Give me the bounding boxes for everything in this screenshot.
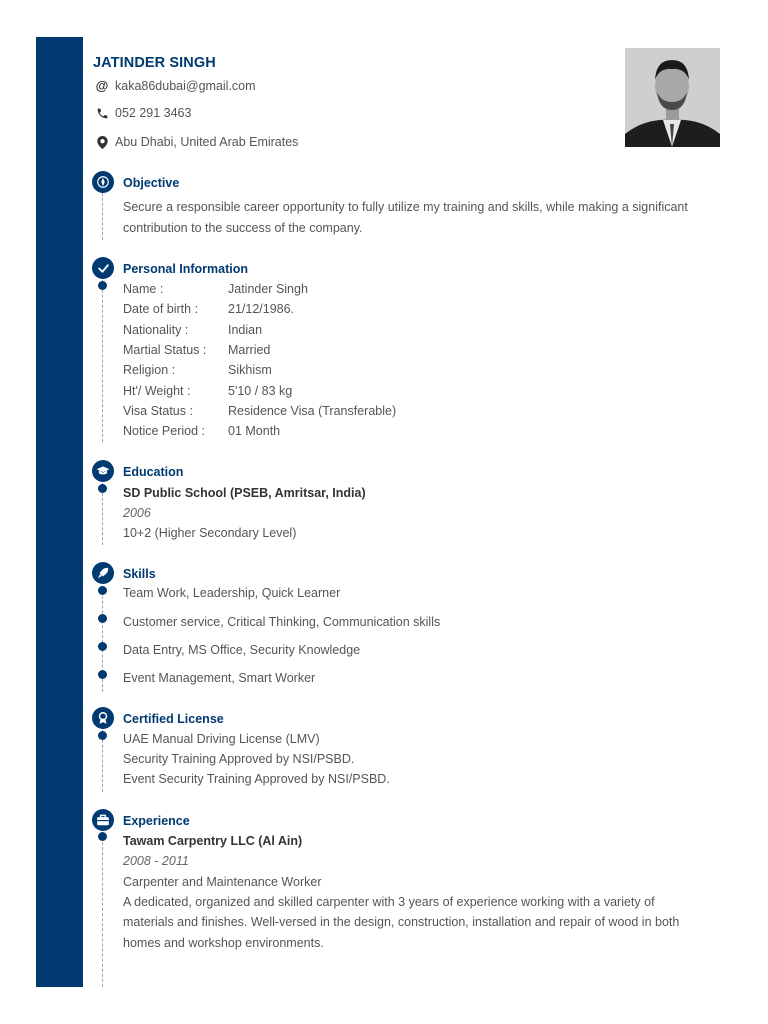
timeline-dot	[98, 281, 107, 290]
skills-title: Skills	[123, 567, 156, 581]
timeline-line	[102, 280, 103, 442]
rocket-icon	[92, 562, 114, 584]
experience-desc-line3: homes and workshop environments.	[123, 936, 324, 950]
award-ribbon-icon	[92, 707, 114, 729]
education-year: 2006	[123, 506, 151, 520]
education-title: Education	[123, 465, 184, 479]
personal-value: 5'10 / 83 kg	[228, 384, 293, 398]
personal-value: 01 Month	[228, 424, 281, 438]
personal-label: Ht'/ Weight :	[123, 384, 191, 398]
education-level: 10+2 (Higher Secondary Level)	[123, 526, 297, 540]
skill-item: Customer service, Critical Thinking, Communication skills	[123, 615, 441, 629]
target-icon	[92, 171, 114, 193]
experience-title: Experience	[123, 814, 190, 828]
experience-role: Carpenter and Maintenance Worker	[123, 875, 322, 889]
education-school: SD Public School (PSEB, Amritsar, India)	[123, 486, 366, 500]
license-item: Event Security Training Approved by NSI/PSBD.	[123, 772, 390, 786]
timeline-line	[102, 832, 103, 987]
profile-photo	[625, 48, 720, 147]
objective-text-line1: Secure a responsible career opportunity to fully utilize my training and skills, while making a significant	[123, 200, 688, 214]
personal-label: Notice Period :	[123, 424, 205, 438]
graduation-cap-icon	[92, 460, 114, 482]
personal-info-title: Personal Information	[123, 262, 249, 276]
phone-row	[95, 106, 191, 120]
experience-desc-line1: A dedicated, organized and skilled carpenter with 3 years of experience working with a variety of	[123, 895, 655, 909]
timeline-line	[102, 193, 103, 240]
timeline-dot	[98, 614, 107, 623]
phone-icon	[95, 107, 109, 120]
personal-label: Date of birth :	[123, 302, 199, 316]
timeline-dot	[98, 832, 107, 841]
email-text: kaka86dubai@gmail.com	[115, 78, 256, 93]
personal-label: Name :	[123, 282, 164, 296]
personal-value: Indian	[228, 323, 263, 337]
phone-text: 052 291 3463	[115, 106, 192, 120]
at-icon: @	[95, 78, 109, 93]
experience-company: Tawam Carpentry LLC (Al Ain)	[123, 834, 303, 848]
personal-value: Jatinder Singh	[228, 282, 308, 296]
skill-item: Team Work, Leadership, Quick Learner	[123, 586, 341, 600]
personal-value: Residence Visa (Transferable)	[228, 404, 397, 418]
license-item: UAE Manual Driving License (LMV)	[123, 732, 320, 746]
license-title: Certified License	[123, 712, 224, 726]
location-text: Abu Dhabi, United Arab Emirates	[115, 135, 299, 149]
candidate-name: JATINDER SINGH	[93, 55, 216, 71]
personal-value: Married	[228, 343, 271, 357]
map-pin-icon	[95, 136, 109, 149]
personal-value: Sikhism	[228, 363, 272, 377]
briefcase-icon	[92, 809, 114, 831]
skill-item: Event Management, Smart Worker	[123, 671, 316, 685]
timeline-dot	[98, 731, 107, 740]
license-item: Security Training Approved by NSI/PSBD.	[123, 752, 355, 766]
email-row	[95, 78, 256, 93]
location-row	[95, 135, 298, 149]
left-sidebar-bar	[36, 37, 83, 987]
experience-desc-line2: materials and finishes. Well-versed in the design, construction, installation and repair of wood in both	[123, 915, 680, 929]
timeline-dot	[98, 670, 107, 679]
objective-title: Objective	[123, 176, 180, 190]
experience-period: 2008 - 2011	[123, 854, 189, 868]
objective-text-line2: contribution to the success of the company.	[123, 221, 363, 235]
timeline-dot	[98, 642, 107, 651]
checkmark-icon	[92, 257, 114, 279]
timeline-dot	[98, 586, 107, 595]
personal-value: 21/12/1986.	[228, 302, 295, 316]
personal-label: Religion :	[123, 363, 176, 377]
skill-item: Data Entry, MS Office, Security Knowledge	[123, 643, 361, 657]
personal-label: Visa Status :	[123, 404, 193, 418]
personal-label: Nationality :	[123, 323, 189, 337]
timeline-dot	[98, 484, 107, 493]
personal-label: Martial Status :	[123, 343, 207, 357]
